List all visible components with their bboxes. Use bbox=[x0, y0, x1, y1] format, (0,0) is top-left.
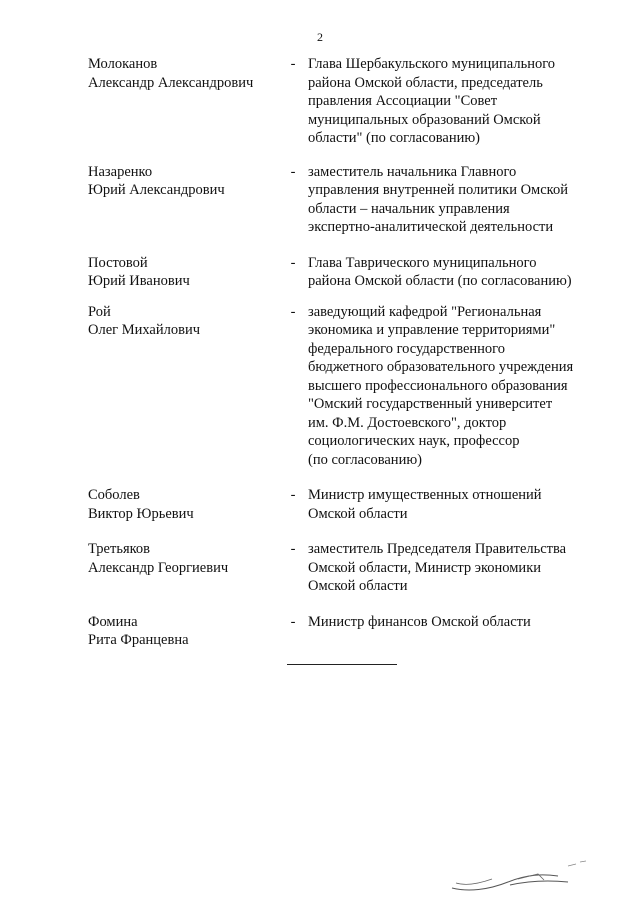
member-surname: Рой bbox=[88, 303, 111, 320]
member-entry bbox=[88, 254, 608, 291]
member-name bbox=[88, 163, 278, 237]
member-position: Министр имущественных отношений Омской области bbox=[308, 487, 542, 522]
member-surname: Третьяков bbox=[88, 541, 151, 557]
dash-separator: - bbox=[290, 541, 296, 557]
member-name bbox=[88, 486, 278, 523]
member-name bbox=[88, 254, 278, 291]
member-surname: Соболев bbox=[88, 487, 140, 503]
member-given-names: Рита Францевна bbox=[88, 632, 189, 648]
member-given-names: Юрий Иванович bbox=[88, 273, 190, 289]
closing-rule bbox=[287, 664, 397, 665]
member-name bbox=[88, 55, 278, 148]
member-given-names: Виктор Юрьевич bbox=[88, 505, 194, 522]
member-given-names: Александр Александрович bbox=[88, 74, 254, 91]
member-list bbox=[88, 55, 608, 650]
dash-separator: - bbox=[290, 303, 296, 320]
member-position: Глава Шербакульского муниципального района Омской области, председатель правления Ассоциации "Совет муниципальных образований Омской области" (по согласованию) bbox=[308, 56, 556, 146]
member-name bbox=[88, 303, 278, 470]
member-entry bbox=[88, 486, 608, 523]
member-surname: Фомина bbox=[88, 613, 138, 630]
dash-separator: - bbox=[290, 613, 296, 630]
member-position: заместитель Председателя Правительства Омской области, Министр экономики Омской области bbox=[308, 541, 567, 594]
member-surname: Постовой bbox=[88, 254, 148, 271]
dash-separator: - bbox=[290, 163, 296, 180]
dash-separator: - bbox=[290, 56, 296, 72]
member-entry bbox=[88, 540, 608, 596]
member-position: заведующий кафедрой "Региональная экономика и управление территориями" федерального государственного бюджетного образовательного учреждения высшего профессионального образования "Омский государственный университет им. Ф.М. Достоевского", доктор социологических наук, профессор (по согласованию) bbox=[308, 303, 574, 468]
member-entry bbox=[88, 303, 608, 470]
member-position: Министр финансов Омской области bbox=[308, 613, 531, 630]
member-name bbox=[88, 613, 278, 650]
dash-separator: - bbox=[290, 487, 296, 503]
member-surname: Назаренко bbox=[88, 163, 153, 180]
member-entry bbox=[88, 55, 608, 148]
member-surname: Молоканов bbox=[88, 56, 158, 72]
member-given-names: Александр Георгиевич bbox=[88, 559, 229, 576]
member-position: Глава Таврического муниципального района Омской области (по согласованию) bbox=[308, 254, 572, 289]
member-entry bbox=[88, 163, 608, 237]
member-name bbox=[88, 540, 278, 596]
member-entry bbox=[88, 613, 608, 650]
member-given-names: Юрий Александрович bbox=[88, 182, 225, 198]
signature-mark bbox=[448, 852, 598, 897]
member-given-names: Олег Михайлович bbox=[88, 322, 201, 338]
member-position: заместитель начальника Главного управления внутренней политики Омской области – начальник управления экспертно-аналитической деятельности bbox=[308, 163, 568, 235]
dash-separator: - bbox=[290, 254, 296, 271]
page-number: 2 bbox=[317, 30, 323, 44]
